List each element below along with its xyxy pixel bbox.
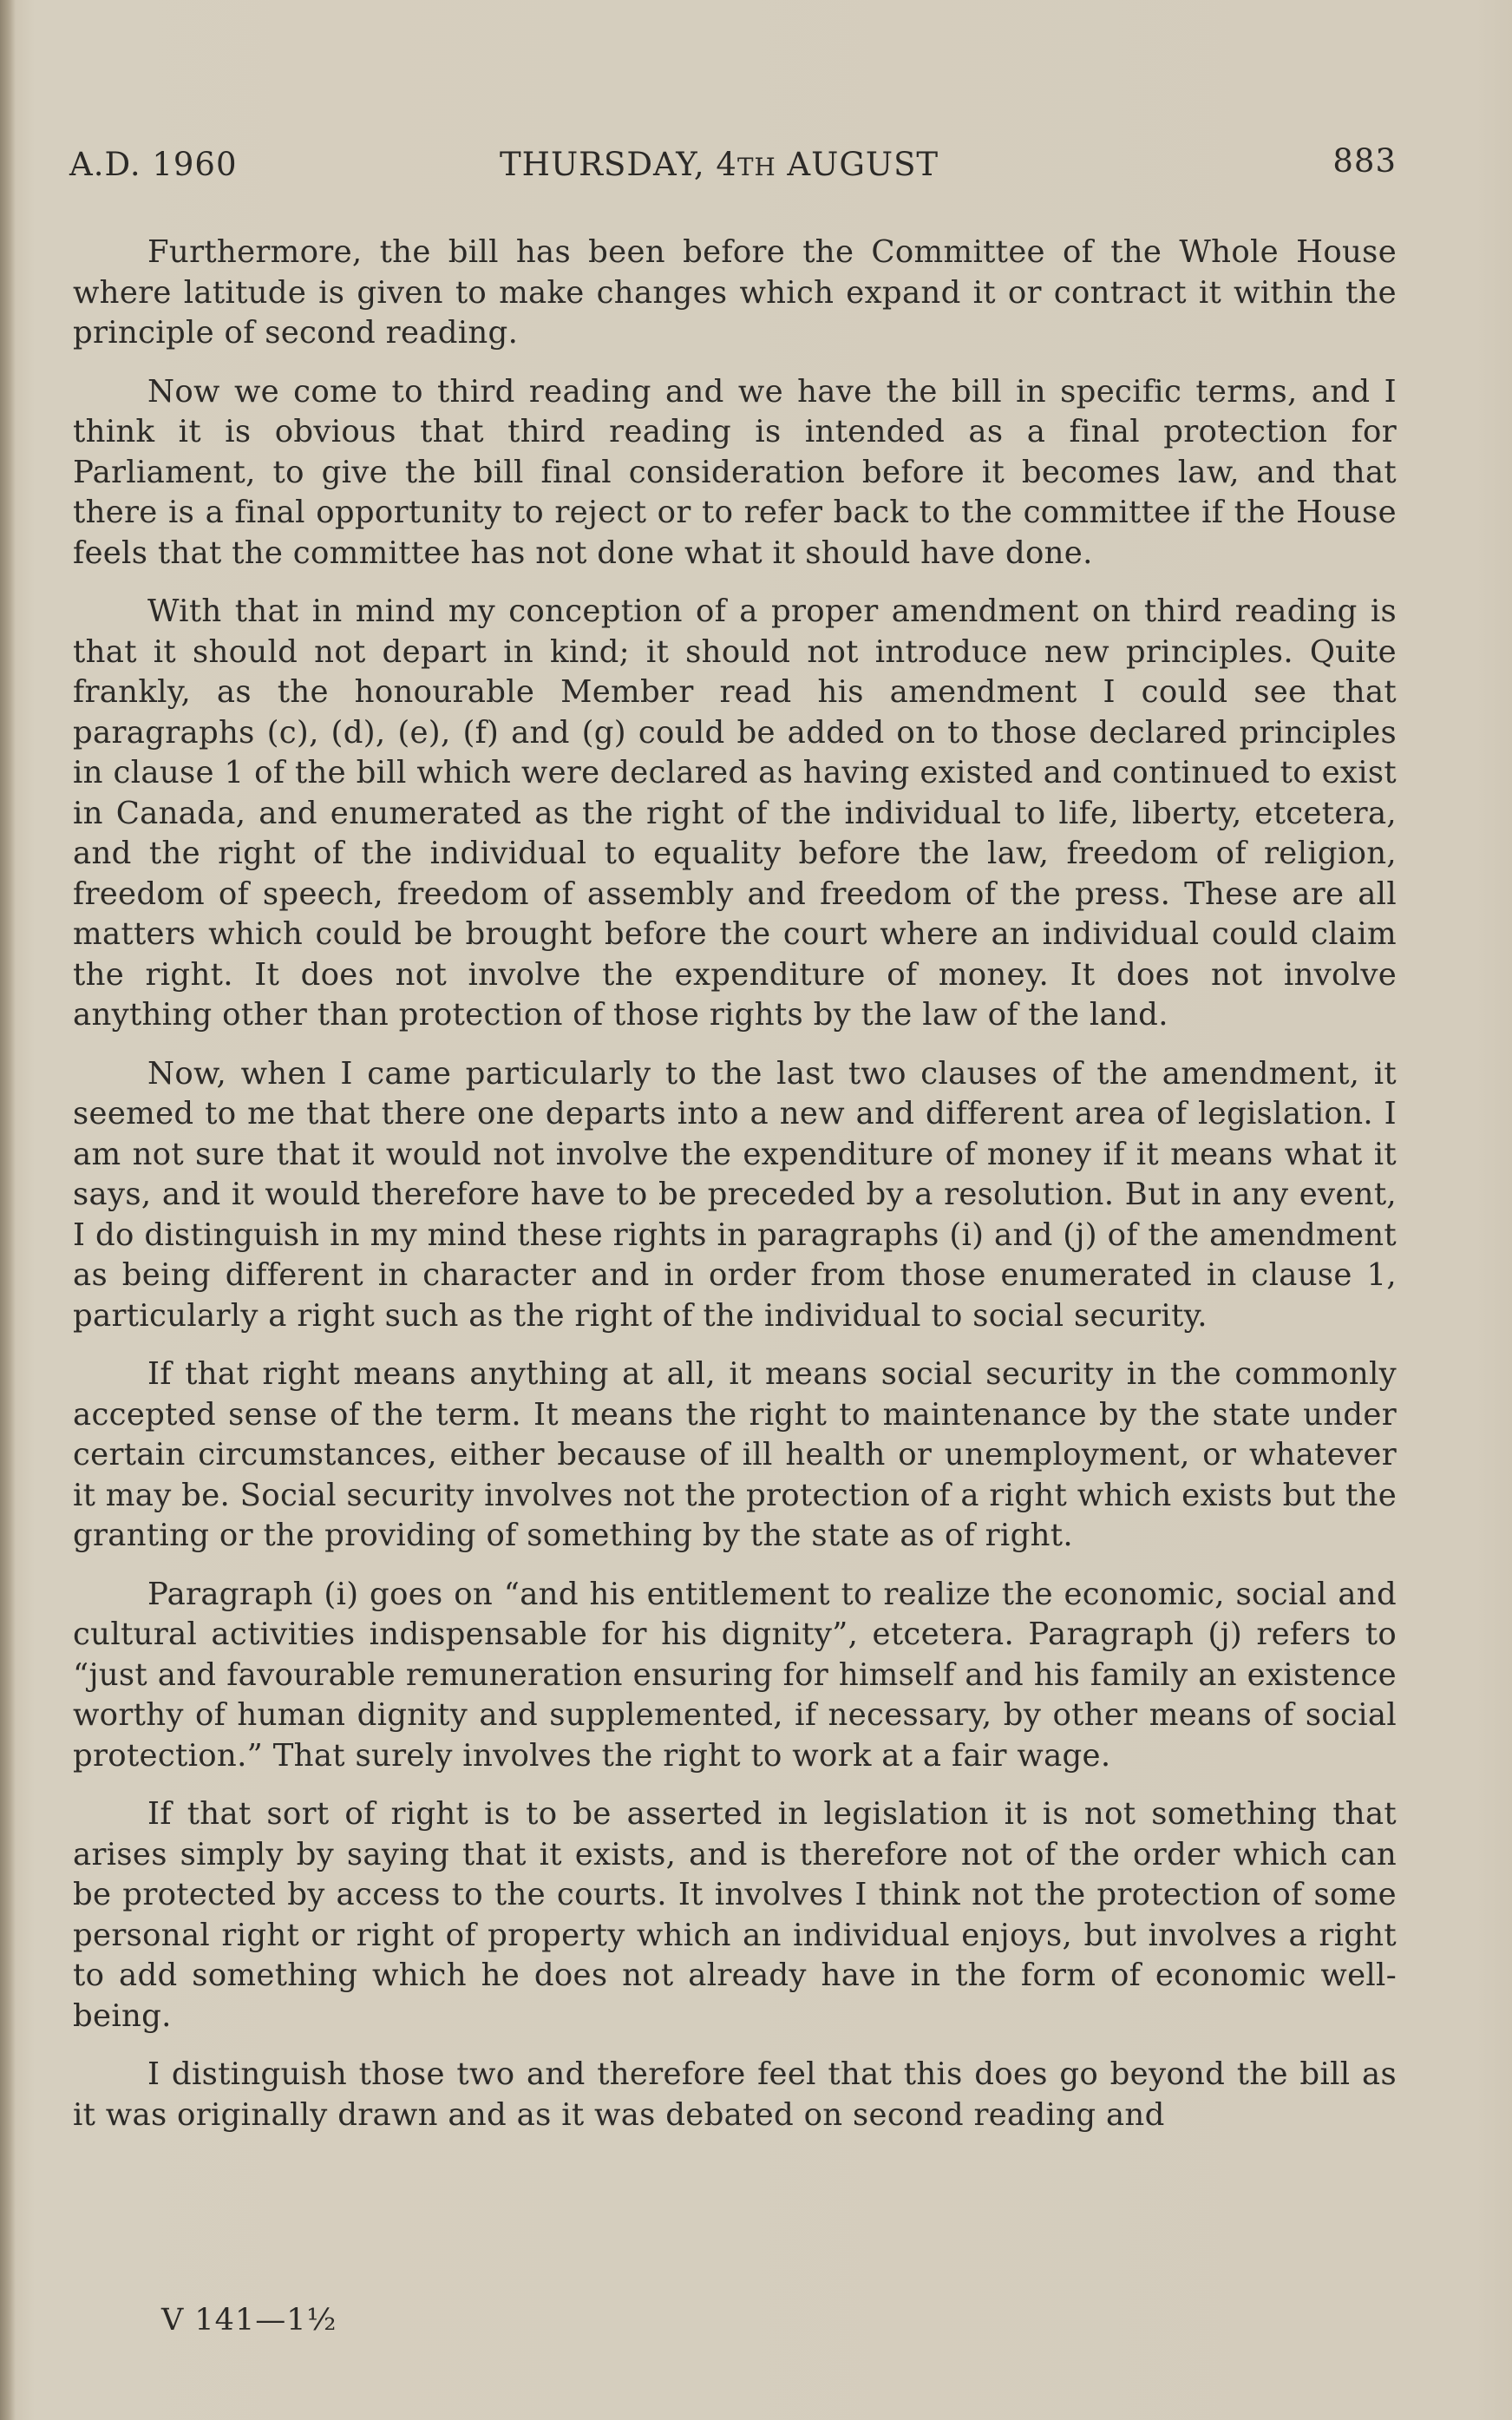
header-date xyxy=(500,146,939,183)
signature-mark: V 141—1½ xyxy=(161,2303,337,2338)
header-year: A.D. 1960 xyxy=(69,146,238,183)
header-month: AUGUST xyxy=(776,146,939,183)
paragraph: Now we come to third reading and we have the bill in specific terms, and I think it is obvious that third reading is intended as a final protection for Parliament, to give the bill final consideration before it becomes law, and that there is a final opportunity to reject or to refer back to the committee if the House feels that the committee has not done what it should have done. xyxy=(73,373,1397,571)
binding-shadow xyxy=(0,0,16,2420)
paragraph: If that sort of right is to be asserted in legislation it is not something that arises simply by saying that it exists, and is therefore not of the order which can be protected by access to the courts. It involves I think not the protection of some personal right or right of property which an individual enjoys, but involves a right to add something which he does not already have in the form of economic well-being. xyxy=(73,1796,1397,2034)
paragraph: With that in mind my conception of a proper amendment on third reading is that it should not depart in kind; it should not introduce new principles. Quite frankly, as the honourable Member read his amendment I could see that paragraphs (c), (d), (e), (f) and (g) could be added on to those declared principles in clause 1 of the bill which were declared as having existed and continued to exist in Canada, and enumerated as the right of the individual to life, liberty, etcetera, and the right of the individual to equality before the law, freedom of religion, freedom of speech, freedom of assembly and freedom of the press. These are all matters which could be brought before the court where an individual could claim the right. It does not involve the expenditure of money. It does not involve anything other than protection of those rights by the law of the land. xyxy=(73,594,1397,1033)
paragraph: Paragraph (i) goes on “and his entitlement to realize the economic, social and cultural activities indispensable for his dignity”, etcetera. Paragraph (j) refers to “just and favourable remuneration ensuring for himself and his family an existence worthy of human dignity and supplemented, if necessary, by other means of social protection.” That surely involves the right to work at a fair wage. xyxy=(73,1576,1397,1774)
header-day: THURSDAY, 4 xyxy=(500,146,737,183)
running-header xyxy=(69,142,1397,189)
body-text xyxy=(73,233,1397,2154)
paragraph: I distinguish those two and therefore feel that this does go beyond the bill as it was originally drawn and as it was debated on second reading and xyxy=(73,2056,1397,2133)
page-number: 883 xyxy=(1332,142,1397,180)
paragraph: If that right means anything at all, it means social security in the commonly accepted sense of the term. It means the right to maintenance by the state under certain circumstances, either because of ill health or unemployment, or whatever it may be. Social security involves not the protection of a right which exists but the granting or the providing of something by the state as of right. xyxy=(73,1356,1397,1553)
header-ordinal: TH xyxy=(736,153,776,181)
paragraph: Now, when I came particularly to the last two clauses of the amendment, it seemed to me that there one departs into a new and different area of legislation. I am not sure that it would not involve the expenditure of money if it means what it says, and it would therefore have to be preceded by a resolution. But in any event, I do distinguish in my mind these rights in paragraphs (i) and (j) of the amendment as being different in character and in order from those enumerated in clause 1, particularly a right such as the right of the individual to social security. xyxy=(73,1055,1397,1334)
paragraph: Furthermore, the bill has been before the Committee of the Whole House where latitude is given to make changes which expand it or contract it within the principle of second reading. xyxy=(73,234,1397,351)
